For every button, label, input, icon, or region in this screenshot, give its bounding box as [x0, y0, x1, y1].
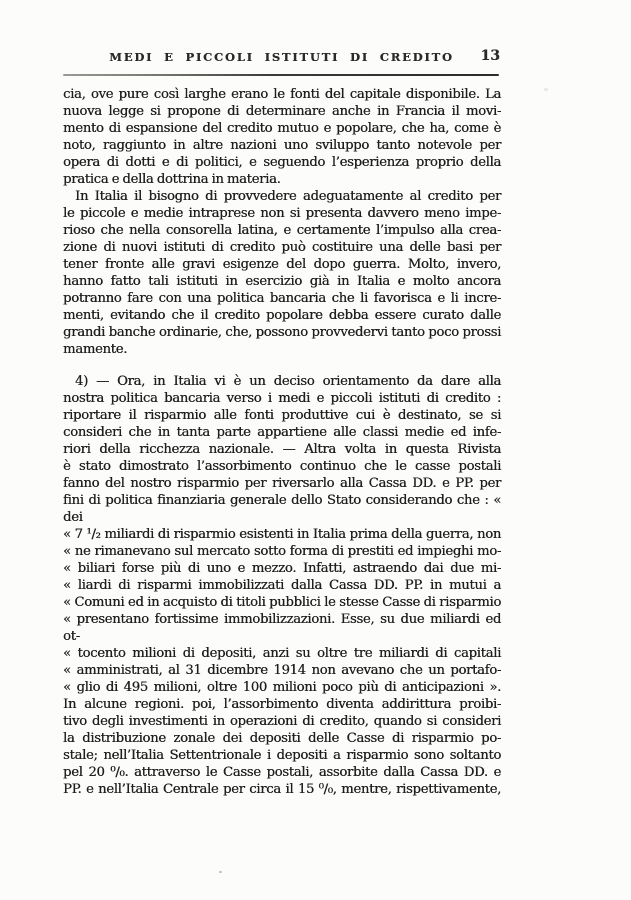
- running-header: [63, 48, 500, 68]
- text-line: « presentano fortissime immobilizzazioni. Esse, su due miliardi ed ot-: [63, 612, 501, 644]
- text-line: rioso che nella consorella latina, e certamente l’impulso alla crea-: [63, 223, 501, 238]
- text-line: « glio di 495 milioni, oltre 100 milioni poco più di anticipazioni ».: [63, 680, 501, 695]
- text-line: « Comuni ed in acquisto di titoli pubblici le stesse Casse di risparmio: [63, 595, 501, 610]
- running-header-title: MEDI E PICCOLI ISTITUTI DI CREDITO: [109, 50, 454, 64]
- text-line: tivo degli investimenti in operazioni di credito, quando si consideri: [63, 714, 501, 729]
- text-line: riportare il risparmio alle fonti produttive cui è destinato, se si: [63, 408, 501, 423]
- page-number: 13: [480, 48, 500, 64]
- text-line: potranno fare con una politica bancaria che li favorisca e li incre-: [63, 291, 501, 306]
- scan-speck: [544, 88, 548, 91]
- text-line: pratica e della dottrina in materia.: [63, 172, 281, 187]
- text-line: hanno fatto tali istituti in esercizio già in Italia e molto ancora: [63, 274, 501, 289]
- text-line: fanno del nostro risparmio per riversarlo alla Cassa DD. e PP. per: [63, 476, 501, 491]
- text-line: le piccole e medie intraprese non si presenta davvero meno impe-: [63, 206, 501, 221]
- text-line: « biliari forse più di uno e mezzo. Infatti, astraendo dai due mi-: [63, 561, 501, 576]
- text-line: In alcune regioni. poi, l’assorbimento diventa addirittura proibi-: [63, 697, 501, 712]
- text-line: PP. e nell’Italia Centrale per circa il 15 ⁰/₀, mentre, rispettivamente,: [63, 782, 501, 797]
- text-line: pel 20 ⁰/₀. attraverso le Casse postali, assorbite dalla Cassa DD. e: [63, 765, 501, 780]
- text-line: nostra politica bancaria verso i medi e piccoli istituti di credito :: [63, 391, 501, 406]
- text-line: cia, ove pure così larghe erano le fonti del capitale disponibile. La: [63, 87, 501, 102]
- scan-speck: [219, 871, 222, 873]
- text-line: stale; nell’Italia Settentrionale i depositi a risparmio sono soltanto: [63, 748, 501, 763]
- text-line: mamente.: [63, 342, 128, 357]
- text-line: opera di dotti e di politici, e seguendo l’esperienza proprio della: [63, 155, 501, 170]
- text-line: nuova legge si propone di determinare anche in Francia il movi-: [63, 104, 501, 119]
- text-line: « ne rimanevano sul mercato sotto forma di prestiti ed impieghi mo-: [63, 544, 501, 559]
- text-line: « liardi di risparmi immobilizzati dalla Cassa DD. PP. in mutui a: [63, 578, 501, 593]
- header-rule: [63, 74, 499, 76]
- text-line: 4) — Ora, in Italia vi è un deciso orientamento da dare alla: [75, 374, 501, 389]
- text-line: menti, evitando che il credito popolare debba essere curato dalle: [63, 308, 501, 323]
- text-line: è stato dimostrato l’assorbimento continuo che le casse postali: [63, 459, 501, 474]
- text-line: In Italia il bisogno di provvedere adeguatamente al credito per: [75, 189, 501, 204]
- text-line: riori della ricchezza nazionale. — Altra volta in questa Rivista: [63, 442, 501, 457]
- text-line: grandi banche ordinarie, che, possono provvedervi tanto poco prossi: [63, 325, 501, 340]
- text-line: fini di politica finanziaria generale dello Stato considerando che : « dei: [63, 493, 501, 525]
- text-line: tener fronte alle gravi esigenze del dopo guerra. Molto, invero,: [63, 257, 501, 272]
- text-line: consideri che in tanta parte appartiene alle classi medie ed infe-: [63, 425, 501, 440]
- text-line: « 7 ¹/₂ miliardi di risparmio esistenti in Italia prima della guerra, non: [63, 527, 501, 542]
- text-line: mento di espansione del credito mutuo e popolare, che ha, come è: [63, 121, 501, 136]
- text-line: « tocento milioni di depositi, anzi su oltre tre miliardi di capitali: [63, 646, 501, 661]
- text-line: la distribuzione zonale dei depositi delle Casse di risparmio po-: [63, 731, 501, 746]
- text-block: [63, 86, 501, 798]
- text-line: « amministrati, al 31 dicembre 1914 non avevano che un portafo-: [63, 663, 501, 678]
- text-line: noto, raggiunto in altre nazioni uno sviluppo tanto notevole per: [63, 138, 501, 153]
- text-line: zione di nuovi istituti di credito può costituire una delle basi per: [63, 240, 501, 255]
